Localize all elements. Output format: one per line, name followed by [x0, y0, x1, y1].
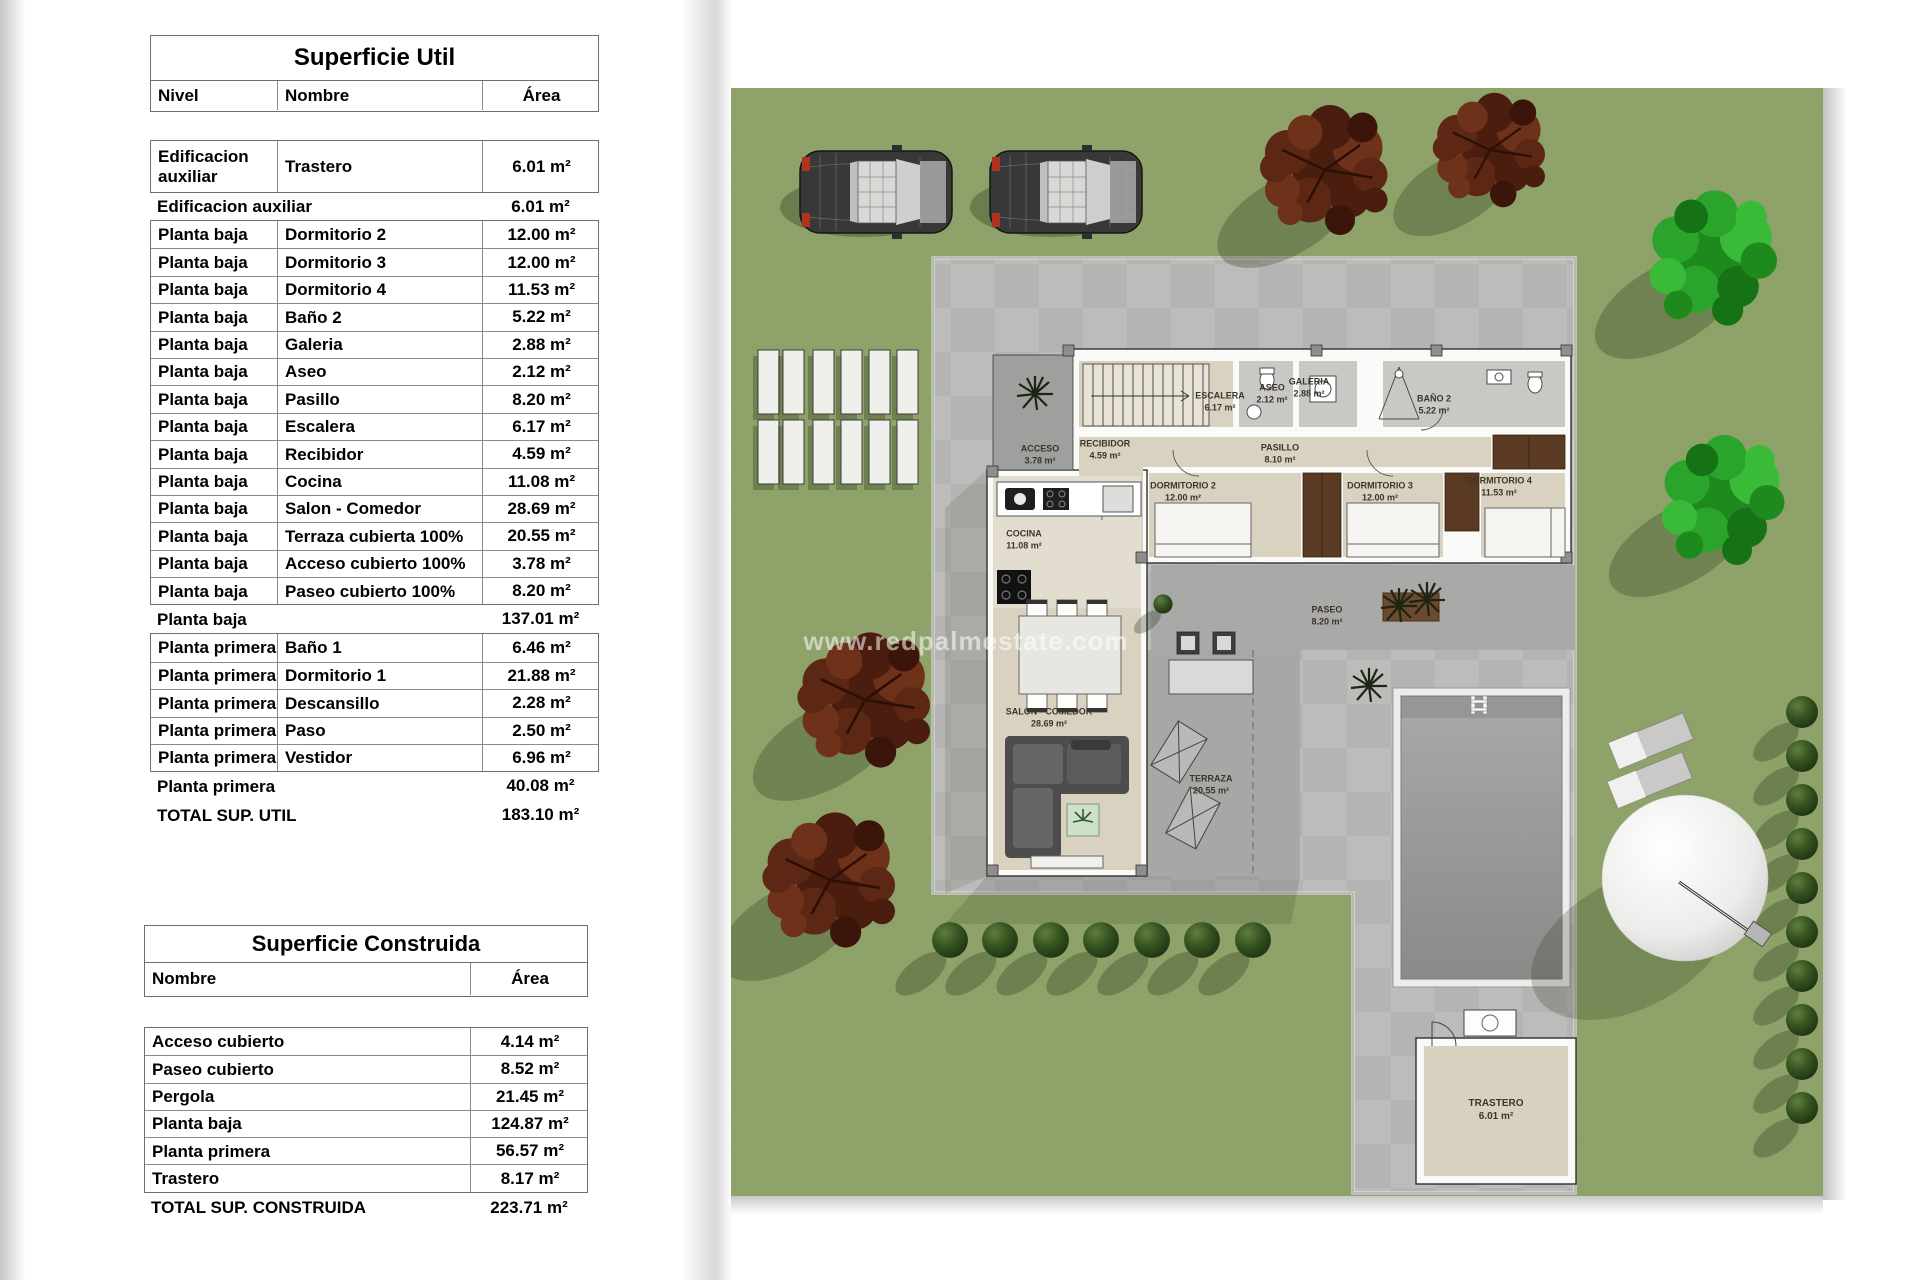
- cell-nombre: Baño 1: [278, 634, 483, 661]
- subtotal-area: 6.01 m²: [511, 196, 570, 216]
- table-row: [145, 1137, 587, 1164]
- room-area: 8.20 m²: [1311, 616, 1343, 626]
- table-row: [151, 413, 598, 440]
- grand-total-area: 223.71 m²: [490, 1197, 568, 1217]
- cell-area: 8.17 m²: [500, 1168, 560, 1188]
- cell-nombre: Planta baja: [145, 1111, 471, 1137]
- cell-nombre: Recibidor: [278, 441, 483, 467]
- cell-nivel: Planta baja: [151, 496, 278, 522]
- subtotal-row: [150, 772, 599, 800]
- cell-nombre: Paseo cubierto: [145, 1056, 471, 1082]
- cell-nivel: Planta baja: [151, 277, 278, 303]
- room-name: PASEO: [1311, 604, 1343, 615]
- subtotal-label: Planta baja: [157, 609, 247, 629]
- table-row: [145, 1083, 587, 1110]
- cell-area: 2.12 m²: [512, 362, 571, 382]
- room-label-cocina: [1006, 528, 1042, 551]
- table-row: [151, 141, 598, 192]
- planta-primera-group-box: [150, 633, 599, 772]
- table-row: [151, 689, 598, 716]
- cell-nombre: Descansillo: [278, 690, 483, 716]
- cell-nivel: Planta baja: [151, 551, 278, 577]
- superficie-util-table: [150, 35, 599, 830]
- cell-area: 5.22 m²: [512, 307, 571, 327]
- col-header-nivel: Nivel: [151, 81, 278, 110]
- cell-nombre: Salon - Comedor: [278, 496, 483, 522]
- room-name: TRASTERO: [1468, 1098, 1524, 1109]
- room-name: SALON - COMEDOR: [1005, 706, 1093, 717]
- subtotal-label: Edificacion auxiliar: [157, 196, 312, 216]
- table-row: [151, 662, 598, 689]
- room-label-galeria: [1289, 376, 1330, 399]
- cell-area: 2.50 m²: [512, 720, 571, 740]
- cell-area: 124.87 m²: [491, 1114, 569, 1134]
- col-header-nombre: Nombre: [145, 963, 471, 995]
- room-area: 4.59 m²: [1089, 450, 1121, 460]
- cell-nivel: Planta primera: [151, 634, 278, 661]
- cell-area: 12.00 m²: [507, 224, 576, 244]
- cell-area: 11.08 m²: [507, 471, 576, 491]
- cell-nombre: Paseo cubierto 100%: [278, 578, 483, 604]
- col-header-nombre: Nombre: [278, 81, 483, 110]
- table-title: [150, 35, 599, 81]
- col-header-area: Área: [511, 969, 549, 988]
- col-header-area: Área: [522, 85, 561, 105]
- room-name: DORMITORIO 2: [1150, 480, 1216, 491]
- room-area: 2.12 m²: [1256, 394, 1288, 404]
- table-title-text: Superficie Construida: [251, 931, 481, 956]
- cell-nombre: Dormitorio 2: [278, 221, 483, 248]
- table-row: [151, 634, 598, 661]
- room-area: 11.08 m²: [1006, 540, 1042, 550]
- cell-area: 28.69 m²: [507, 499, 576, 519]
- grand-total-label: TOTAL SUP. UTIL: [157, 805, 297, 825]
- table-row: [151, 248, 598, 275]
- cell-nombre: Dormitorio 1: [278, 663, 483, 689]
- page-edge-shading: [0, 0, 26, 1280]
- cell-nombre: Escalera: [278, 414, 483, 440]
- grand-total-row: [150, 800, 599, 830]
- table-row: [151, 550, 598, 577]
- site-plan: [731, 88, 1823, 1196]
- cell-nivel: Planta baja: [151, 304, 278, 330]
- cell-nombre: Pasillo: [278, 386, 483, 412]
- house-shadow: [945, 470, 987, 894]
- cell-area: 6.01 m²: [512, 156, 571, 176]
- table-row: [151, 522, 598, 549]
- room-label-dormitorio2: [1150, 480, 1216, 503]
- room-label-aseo: [1256, 382, 1287, 405]
- cell-nombre: Dormitorio 4: [278, 277, 483, 303]
- room-area: 3.78 m²: [1024, 455, 1056, 465]
- room-area: 6.17 m²: [1204, 402, 1236, 412]
- table-row: [145, 1164, 587, 1191]
- construida-group-box: [144, 1027, 588, 1193]
- cell-area: 6.46 m²: [512, 638, 571, 658]
- room-area: 6.01 m²: [1478, 1111, 1514, 1122]
- cell-nombre: Trastero: [278, 141, 483, 192]
- table-row: [145, 1110, 587, 1137]
- table-row: [151, 717, 598, 744]
- watermark: www.redpalmestate.com: [803, 626, 1129, 656]
- table-gap: [150, 112, 599, 140]
- cell-nombre: Vestidor: [278, 745, 483, 771]
- cell-nivel: Planta baja: [151, 359, 278, 385]
- subtotal-area: 40.08 m²: [506, 776, 575, 796]
- cell-nivel: Planta baja: [151, 386, 278, 412]
- cell-nivel: Planta primera: [151, 718, 278, 744]
- room-name: DORMITORIO 4: [1466, 475, 1532, 486]
- cell-area: 20.55 m²: [507, 526, 576, 546]
- cell-nombre: Dormitorio 3: [278, 249, 483, 275]
- cell-nombre: Galeria: [278, 332, 483, 358]
- room-name: ESCALERA: [1195, 390, 1245, 401]
- room-area: 8.10 m²: [1264, 454, 1296, 464]
- cell-nombre: Paso: [278, 718, 483, 744]
- table-row: [145, 1028, 587, 1055]
- room-area: 28.69 m²: [1030, 718, 1068, 728]
- cell-nombre: Baño 2: [278, 304, 483, 330]
- cell-area: 8.52 m²: [500, 1059, 560, 1079]
- tv-bench: [1031, 856, 1103, 868]
- stairs: [1083, 364, 1209, 426]
- room-label-acceso: [1021, 443, 1060, 466]
- subtotal-row: [150, 193, 599, 220]
- table-gap: [144, 997, 588, 1027]
- room-name: COCINA: [1006, 528, 1042, 539]
- table-row: [151, 468, 598, 495]
- table-row: [151, 331, 598, 358]
- house-shadow: [945, 876, 1300, 924]
- bed: [1155, 503, 1565, 557]
- cell-area: 6.96 m²: [512, 748, 571, 768]
- room-label-bano2: [1417, 393, 1451, 416]
- room-area: 12.00 m²: [1361, 492, 1399, 502]
- room-label-escalera: [1195, 390, 1245, 413]
- room-area: 2.88 m²: [1293, 388, 1325, 398]
- room-name: DORMITORIO 3: [1347, 480, 1413, 491]
- room-area: 12.00 m²: [1164, 492, 1202, 502]
- cell-area: 21.88 m²: [507, 666, 576, 686]
- cell-area: 3.78 m²: [512, 553, 571, 573]
- room-label-salon-comedor: [1006, 706, 1093, 729]
- room-name: PASILLO: [1260, 442, 1300, 453]
- cell-nivel: Planta baja: [151, 414, 278, 440]
- room-name: ACCESO: [1020, 443, 1060, 454]
- cell-nivel: Planta primera: [151, 745, 278, 771]
- subtotal-label: Planta primera: [157, 776, 276, 796]
- aux-group-box: [150, 140, 599, 193]
- table-row: [151, 385, 598, 412]
- grand-total-label: TOTAL SUP. CONSTRUIDA: [151, 1198, 367, 1217]
- cell-nombre: Cocina: [278, 469, 483, 495]
- cell-nivel: Edificacion auxiliar: [151, 141, 278, 192]
- room-name: ASEO: [1259, 382, 1285, 393]
- room-label-terraza: [1190, 773, 1233, 796]
- table-title-text: Superficie Util: [293, 44, 456, 71]
- cell-area: 8.20 m²: [512, 581, 571, 601]
- car-icon: [780, 145, 952, 239]
- room-label-dormitorio3: [1347, 480, 1413, 503]
- cell-nombre: Pergola: [145, 1084, 471, 1110]
- cell-nombre: Acceso cubierto 100%: [278, 551, 483, 577]
- table-title: [144, 925, 588, 963]
- cell-nivel: Planta baja: [151, 332, 278, 358]
- room-name: GALERIA: [1288, 376, 1330, 387]
- cell-area: 4.14 m²: [500, 1031, 560, 1051]
- room-area: 11.53 m²: [1481, 487, 1517, 497]
- room-label-paseo: [1311, 604, 1342, 627]
- subtotal-area: 137.01 m²: [501, 609, 580, 629]
- cell-area: 11.53 m²: [507, 279, 576, 299]
- cell-nivel: Planta baja: [151, 523, 278, 549]
- room-label-recibidor: [1080, 438, 1131, 461]
- grand-total-row: [144, 1193, 588, 1223]
- table-row: [151, 221, 598, 248]
- table-row: [151, 358, 598, 385]
- subtotal-row: [150, 605, 599, 633]
- cell-nombre: Aseo: [278, 359, 483, 385]
- table-header-row: [144, 963, 588, 997]
- grand-total-area: 183.10 m²: [501, 805, 580, 825]
- cell-area: 2.28 m²: [512, 693, 571, 713]
- table-row: [151, 577, 598, 604]
- cell-area: 2.88 m²: [512, 334, 571, 354]
- cell-nivel: Planta baja: [151, 221, 278, 248]
- cell-area: 6.17 m²: [512, 416, 571, 436]
- cell-nombre: Terraza cubierta 100%: [278, 523, 483, 549]
- table-row: [151, 440, 598, 467]
- table-row: [151, 303, 598, 330]
- page-fold-shadow: [680, 0, 732, 1280]
- room-area: 5.22 m²: [1418, 405, 1450, 415]
- cell-nivel: Planta baja: [151, 249, 278, 275]
- cell-area: 4.59 m²: [512, 444, 571, 464]
- room-label-pasillo: [1261, 442, 1299, 465]
- room-area: 20.55 m²: [1192, 785, 1230, 795]
- room-name: BAÑO 2: [1416, 393, 1452, 404]
- cell-nombre: Acceso cubierto: [145, 1028, 471, 1055]
- table-row: [151, 744, 598, 771]
- room-label-trastero: [1469, 1097, 1524, 1123]
- room-name: TERRAZA: [1189, 773, 1233, 784]
- cell-nivel: Planta primera: [151, 663, 278, 689]
- table-row: [151, 276, 598, 303]
- cell-nivel: Planta baja: [151, 578, 278, 604]
- cell-area: 56.57 m²: [495, 1141, 565, 1161]
- cell-nivel: Planta baja: [151, 441, 278, 467]
- cell-nivel: Planta baja: [151, 469, 278, 495]
- car-icon: [970, 145, 1142, 239]
- plan-drop-shadow: [731, 1196, 1823, 1214]
- planta-baja-group-box: [150, 220, 599, 605]
- table-row: [145, 1055, 587, 1082]
- table-header-row: [150, 81, 599, 112]
- table-row: [151, 495, 598, 522]
- cell-nombre: Trastero: [145, 1165, 471, 1191]
- cell-area: 21.45 m²: [495, 1086, 565, 1106]
- superficie-construida-table: [144, 925, 588, 1223]
- room-label-dormitorio4: [1466, 475, 1532, 498]
- plan-drop-shadow: [1823, 88, 1847, 1200]
- cell-nivel: Planta primera: [151, 690, 278, 716]
- cell-area: 12.00 m²: [507, 252, 576, 272]
- cell-area: 8.20 m²: [512, 389, 571, 409]
- cell-nombre: Planta primera: [145, 1138, 471, 1164]
- room-name: RECIBIDOR: [1079, 438, 1131, 449]
